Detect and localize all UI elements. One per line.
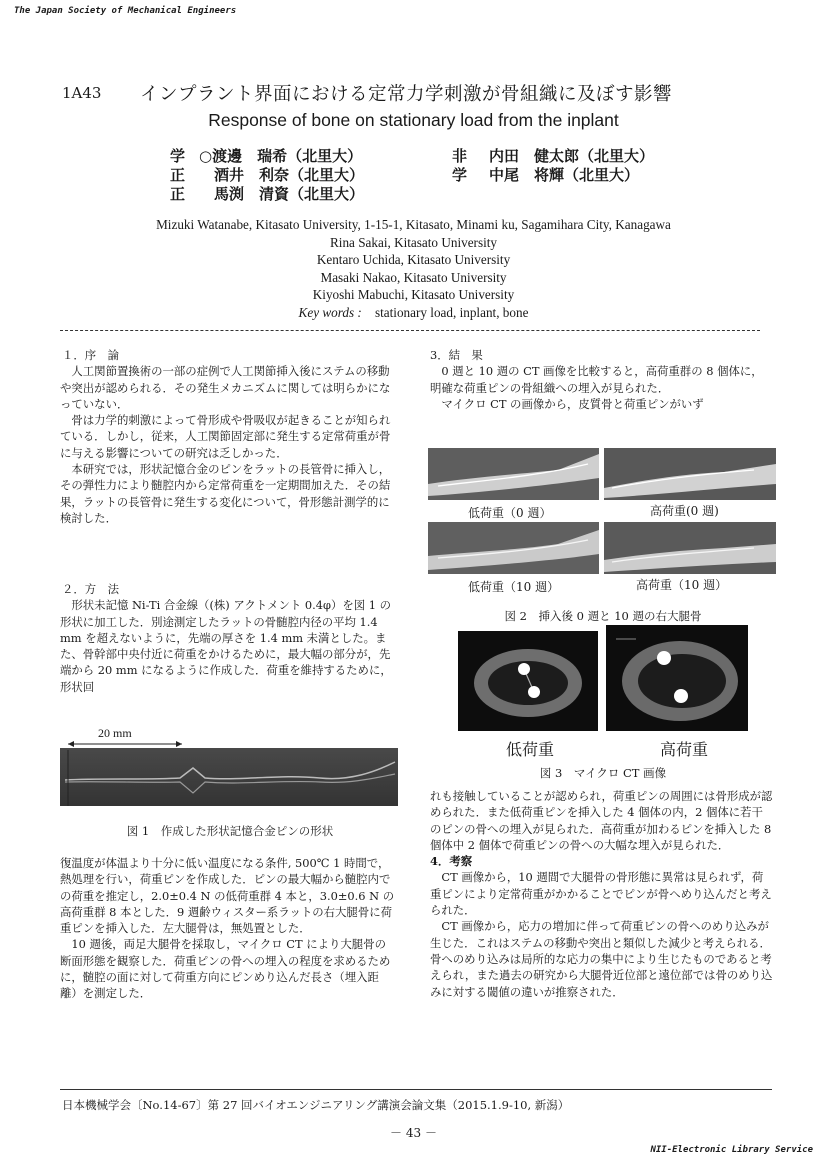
author-name: ○渡邊 瑞希（北里大） bbox=[199, 147, 363, 165]
methods-paragraph: 形状未記憶 Ni-Ti 合金線（(株) アクトメント 0.4φ）を図 1 の形状に加工した．別途測定したラットの骨髄腔内径の平均 1.4 mm を超えないように，先端の厚さを 1.4 mm 未満とした。また、骨幹部中央付近に荷重をかけるために，最大幅の部分が，先端から 20 mm になるように作成した．荷重を維持するために，形状回 bbox=[60, 598, 392, 694]
affiliation-line: Masaki Nakao, Kitasato University bbox=[320, 269, 507, 285]
methods-paragraph: 復温度が体温より十分に低い温度になる条件, 500℃ 1 時間で，熱処理を行い，荷重ピンを作成した．ピンの最大幅から髄腔内での荷重を推定し，2.0±0.4 N の低荷重群 4 本と，3.0±0.6 N の高荷重群 8 本とした．9 週齢ウィスター系ラットの右大腿骨に荷重ピンを挿入した．左大腿骨は，無処置とした． bbox=[60, 856, 395, 936]
figure-3 bbox=[458, 625, 778, 785]
results-paragraph: マイクロ CT の画像から，皮質骨と荷重ピンがいず bbox=[430, 396, 704, 411]
keywords-line bbox=[0, 304, 827, 322]
author-role: 正 bbox=[170, 166, 186, 184]
fig2-label-low-0w: 低荷重（0 週） bbox=[468, 506, 552, 520]
paper-title-ja: インプラント界面における定常力学刺激が骨組織に及ぼす影響 bbox=[140, 84, 673, 105]
affiliation-line: Rina Sakai, Kitasato University bbox=[329, 234, 497, 250]
authors-right bbox=[452, 147, 654, 185]
author-role: 非 bbox=[452, 147, 468, 165]
results-heading: 3．結 果 bbox=[430, 348, 483, 362]
paper-number: 1A43 bbox=[62, 84, 102, 102]
figure-1-caption: 図 1 作成した形状記憶合金ピンの形状 bbox=[126, 824, 334, 838]
intro-paragraph: 骨は力学的刺激によって骨形成や骨吸収が起きることが知られている．しかし，従来，人工関節固定部に発生する定常荷重が骨に与える影響についての研究は乏しかった． bbox=[60, 413, 391, 460]
keywords-label: Key words : bbox=[298, 304, 362, 320]
affiliations bbox=[0, 216, 827, 321]
nii-service: NII-Electronic Library Service bbox=[650, 1145, 813, 1155]
figure-2-caption: 図 2 挿入後 0 週と 10 週の右大腿骨 bbox=[504, 609, 702, 623]
methods-continued bbox=[60, 855, 395, 1002]
page-number: － 43 － bbox=[390, 1126, 437, 1140]
results-paragraph: れも接触していることが認められ，荷重ピンの周囲には骨形成が認められた．また低荷重ピンを挿入した 4 個体の内，2 個体に若干のピンの骨への埋入が見られた．高荷重が加わるピンを挿入した 8 個体中 2 個体で荷重ピンの骨への大幅な埋入が見られた． bbox=[430, 789, 773, 852]
ct-label-high: 高荷重 bbox=[660, 740, 709, 759]
affiliation-line: Mizuki Watanabe, Kitasato University, 1-15-1, Kitasato, Minami ku, Sagamihara City, Kanagawa bbox=[156, 217, 671, 232]
intro-section bbox=[60, 347, 395, 526]
fig2-label-high-10w: 高荷重（10 週） bbox=[636, 578, 728, 592]
author-row bbox=[170, 185, 364, 204]
discussion-paragraph: CT 画像から，10 週間で大腿骨の骨形態に異常は見られず，荷重ピンにより定常荷重がかかることでピンが骨へめり込んだと考えられた． bbox=[430, 870, 772, 918]
authors-left bbox=[170, 147, 364, 204]
author-row bbox=[452, 166, 654, 185]
author-name: 内田 健太郎（北里大） bbox=[489, 147, 655, 165]
author-role: 学 bbox=[170, 147, 186, 165]
methods-section bbox=[60, 581, 395, 695]
author-row bbox=[170, 147, 364, 166]
paper-title-en: Response of bone on stationary load from the inplant bbox=[208, 110, 619, 130]
xray-high-0w bbox=[604, 448, 776, 500]
ct-image-high bbox=[606, 625, 748, 731]
header-separator bbox=[60, 330, 760, 331]
results-continued bbox=[430, 788, 773, 1000]
intro-heading: １．序 論 bbox=[62, 348, 119, 362]
intro-paragraph: 人工関節置換術の一部の症例で人工関節挿入後にステムの移動や突出が認められる．その発生メカニズムに関しては明らかになっていない． bbox=[60, 364, 391, 411]
society-header: The Japan Society of Mechanical Engineers bbox=[14, 6, 237, 16]
xray-low-10w bbox=[428, 522, 599, 574]
shape-memory-pin bbox=[60, 748, 398, 806]
author-name: 酒井 利奈（北里大） bbox=[199, 166, 365, 184]
ct-image-low bbox=[458, 631, 598, 731]
author-row bbox=[170, 166, 364, 185]
results-section bbox=[430, 347, 770, 412]
figure-1 bbox=[60, 724, 400, 864]
keywords: stationary load, inplant, bone bbox=[374, 304, 529, 320]
figure-2 bbox=[428, 448, 778, 628]
methods-paragraph: 10 週後，両足大腿骨を採取し，マイクロ CT により大腿骨の断面形態を観察した．荷重ピンの骨への埋入の程度を求めるために，髄腔の面に対して荷重方向にピンめり込んだ長さ（埋入距離）を測定した． bbox=[60, 937, 391, 1001]
xray-high-10w bbox=[604, 522, 776, 574]
affiliation-line: Kentaro Uchida, Kitasato University bbox=[316, 252, 511, 267]
author-name: 馬渕 清資（北里大） bbox=[199, 185, 365, 203]
xray-low-0w bbox=[428, 448, 599, 500]
results-paragraph: 0 週と 10 週の CT 画像を比較すると，高荷重群の 8 個体に，明確な荷重ピンの骨組織への埋入が見られた． bbox=[430, 364, 763, 395]
author-name: 中尾 将輝（北里大） bbox=[489, 166, 640, 184]
author-row bbox=[452, 147, 654, 166]
ct-label-low: 低荷重 bbox=[506, 740, 555, 759]
discussion-paragraph: CT 画像から，応力の増加に伴って荷重ピンの骨へのめり込みが生じた．これはステムの移動や突出と類似した減少と考えられる．骨へのめり込みは局所的な応力の集中により生じたものであると考えられ，また過去の研究から大腿骨近位部と遠位部では骨のめり込みに対する閾値の違いが推察された． bbox=[430, 919, 773, 999]
methods-heading: ２．方 法 bbox=[62, 582, 119, 596]
intro-paragraph: 本研究では，形状記憶合金のピンをラットの長管骨に挿入し，その弾性力により髄腔内から定常荷重を一定期間加えた．その結果，ラットの長管骨に発生する変化について，骨形態計測学的に検討した． bbox=[60, 462, 391, 525]
fig2-label-low-10w: 低荷重（10 週） bbox=[468, 580, 560, 594]
fig2-label-high-0w: 高荷重(0 週) bbox=[650, 504, 719, 518]
footer-citation: 日本機械学会〔No.14-67〕第 27 回バイオエンジニアリング講演会論文集（2015.1.9-10, 新潟） bbox=[62, 1098, 570, 1112]
author-role: 正 bbox=[170, 185, 186, 203]
affiliation-line: Kiyoshi Mabuchi, Kitasato University bbox=[312, 287, 515, 302]
figure-3-caption: 図 3 マイクロ CT 画像 bbox=[539, 766, 667, 780]
pin-photo bbox=[60, 748, 398, 806]
footer-rule bbox=[60, 1089, 772, 1090]
scale-label: 20 mm bbox=[98, 726, 132, 740]
discussion-heading: 4．考察 bbox=[430, 854, 473, 869]
author-role: 学 bbox=[452, 166, 468, 184]
